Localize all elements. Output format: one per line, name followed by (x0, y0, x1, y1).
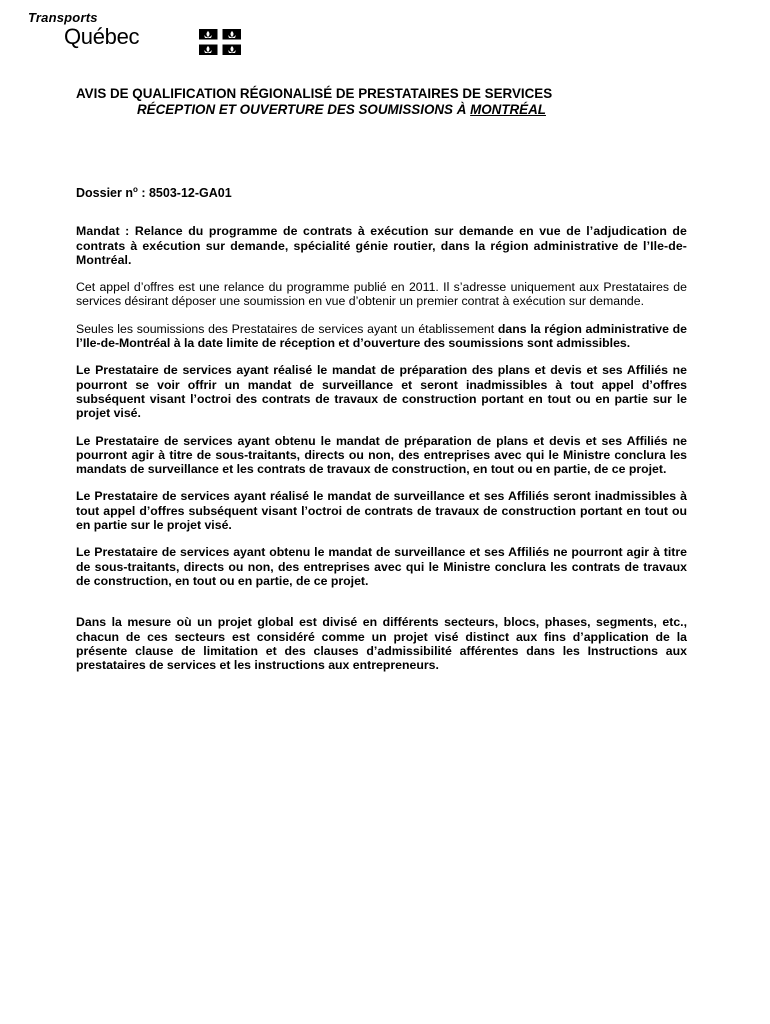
document-title: AVIS DE QUALIFICATION RÉGIONALISÉ DE PRESTATAIRES DE SERVICES (76, 86, 553, 101)
clause-paragraph-4: Le Prestataire de services ayant obtenu le mandat de surveillance et ses Affiliés ne pourront agir à titre de sous-traitants, directs ou non, des entreprises avec qui le Ministre conclura les contrats de travaux de construction, en tout ou en partie, de ce projet. (76, 545, 687, 588)
admissibility-text: Seules les soumissions des Prestataires de services ayant un établissement (76, 321, 498, 336)
dossier-label-sup: o (132, 185, 138, 194)
subtitle-prefix: RÉCEPTION ET OUVERTURE DES SOUMISSIONS À (137, 102, 471, 117)
clause-paragraph-1: Le Prestataire de services ayant réalisé le mandat de préparation des plans et devis et ses Affiliés ne pourront se voir offrir un mandat de surveillance et seront inadmissibles à tout appel d’offres subséquent visant l’octroi des contrats de travaux de construction portant en tout ou en partie sur le projet visé. (76, 363, 687, 421)
dossier-value: : 8503-12-GA01 (137, 186, 232, 200)
dossier-number (76, 183, 687, 200)
admissibility-bold-text: dans la région administrative de l’Ile-de-Montréal à la date limite de réception et d’ouverture des soumissions sont admissibles. (76, 321, 687, 351)
quebec-flag-icon (199, 29, 241, 55)
transports-quebec-logo (28, 10, 218, 50)
global-project-paragraph: Dans la mesure où un projet global est divisé en différents secteurs, blocs, phases, segments, etc., chacun de ces secteurs est considéré comme un projet visé distinct aux fins d’application de la présente clause de limitation et des clauses d’admissibilité afférentes dans les Instructions aux prestataires de services et les instructions aux entrepreneurs. (76, 615, 687, 673)
subtitle-city: MONTRÉAL (470, 102, 546, 117)
clause-paragraph-2: Le Prestataire de services ayant obtenu le mandat de préparation de plans et devis et ses Affiliés ne pourront agir à titre de sous-traitants, directs ou non, des entreprises avec qui le Ministre conclura les mandats de surveillance et les contrats de travaux de construction, en tout ou en partie, de ce projet. (76, 433, 687, 477)
clause-paragraph-3: Le Prestataire de services ayant réalisé le mandat de surveillance et ses Affiliés seront inadmissibles à tout appel d’offres subséquent visant l’octroi de contrats de travaux de construction portant en tout ou en partie sur le projet visé. (76, 489, 687, 533)
dossier-label: Dossier n (76, 186, 133, 200)
mandat-paragraph: Mandat : Relance du programme de contrats à exécution sur demande en vue de l’adjudication de contrats à exécution sur demande, spécialité génie routier, dans la région administrative de l’Ile-de-Montréal. (76, 224, 687, 267)
logo-line-transports: Transports (28, 10, 98, 25)
admissibility-paragraph (76, 322, 687, 351)
relance-paragraph: Cet appel d’offres est une relance du programme publié en 2011. Il s’adresse uniquement aux Prestataires de services désirant déposer une soumission en vue d’obtenir un premier contrat à exécution sur demande. (76, 280, 687, 309)
document-subtitle (137, 102, 687, 118)
document-body (76, 86, 687, 672)
logo-line-quebec: Québec (64, 24, 140, 49)
